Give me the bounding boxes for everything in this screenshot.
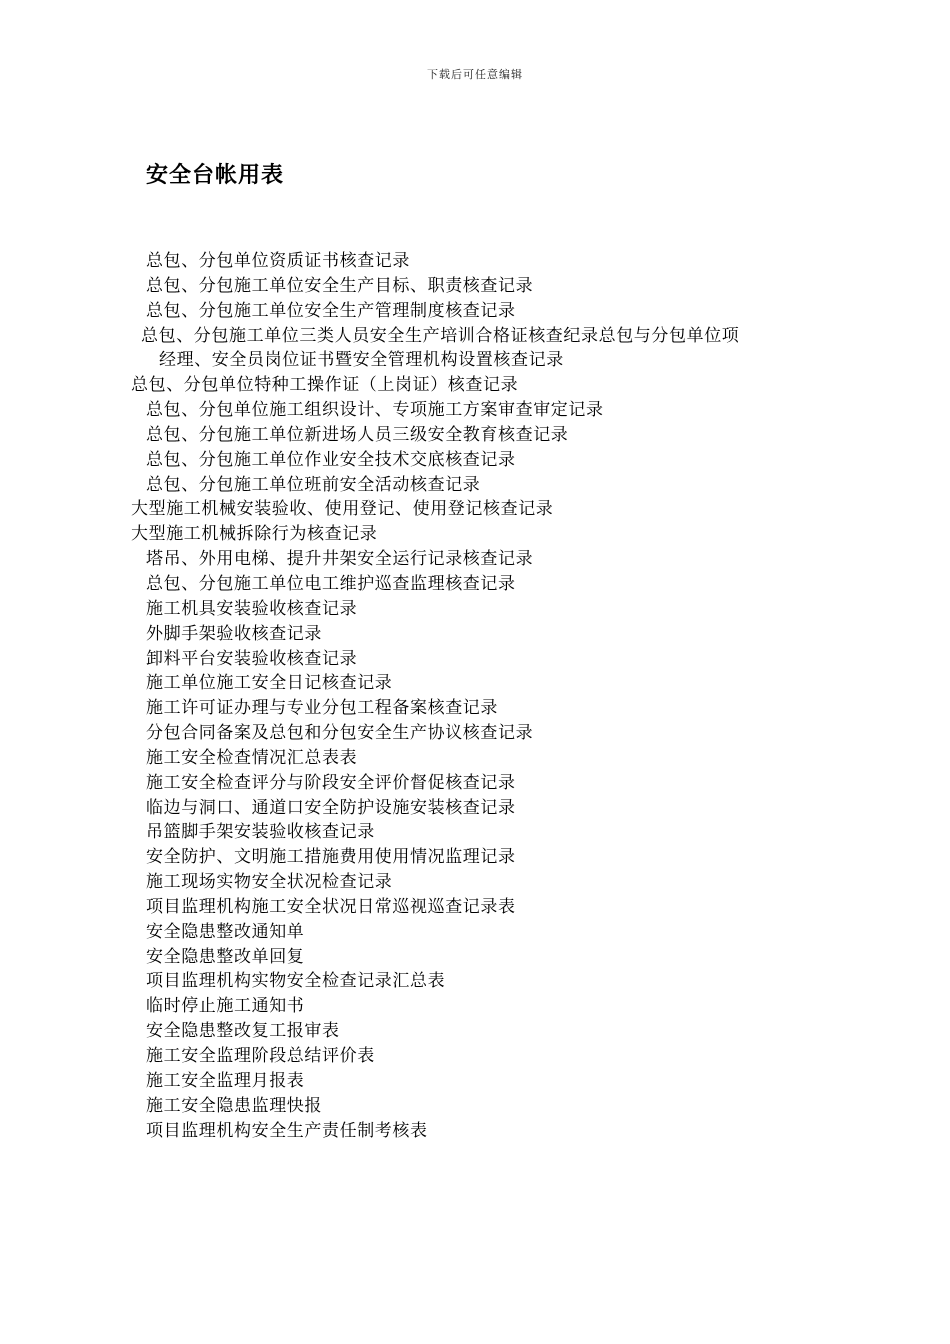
list-item: 经理、安全员岗位证书暨安全管理机构设置核查记录 — [159, 350, 564, 371]
list-item: 安全隐患整改复工报审表 — [146, 1021, 340, 1042]
list-item: 大型施工机械拆除行为核查记录 — [131, 524, 378, 545]
list-item: 施工安全监理阶段总结评价表 — [146, 1046, 375, 1066]
list-item: 施工安全隐患监理快报 — [146, 1095, 322, 1116]
list-item: 施工许可证办理与专业分包工程备案核查记录 — [146, 698, 498, 719]
record-list — [0, 249, 950, 1143]
list-item: 总包、分包单位资质证书核查记录 — [146, 251, 410, 271]
list-item: 施工安全检查情况汇总表表 — [146, 747, 358, 768]
list-item: 临边与洞口、通道口安全防护设施安装核查记录 — [146, 797, 516, 818]
document-title: 安全台帐用表 — [146, 163, 285, 188]
list-item: 塔吊、外用电梯、提升井架安全运行记录核查记录 — [146, 549, 534, 570]
list-item: 总包、分包施工单位安全生产目标、职责核查记录 — [146, 275, 534, 296]
list-item: 施工现场实物安全状况检查记录 — [146, 872, 393, 893]
list-item: 总包、分包施工单位安全生产管理制度核查记录 — [146, 300, 516, 321]
list-item: 总包、分包施工单位班前安全活动核查记录 — [146, 474, 481, 495]
list-item: 分包合同备案及总包和分包安全生产协议核查记录 — [146, 723, 534, 744]
list-item: 外脚手架验收核查记录 — [146, 623, 322, 644]
list-item: 安全隐患整改通知单 — [146, 921, 305, 942]
list-item: 施工单位施工安全日记核查记录 — [146, 673, 393, 694]
list-item: 施工安全监理月报表 — [146, 1070, 305, 1091]
list-item: 总包、分包施工单位作业安全技术交底核查记录 — [146, 449, 516, 470]
list-item: 大型施工机械安装验收、使用登记、使用登记核查记录 — [131, 499, 554, 520]
list-item: 临时停止施工通知书 — [146, 996, 305, 1017]
list-item: 总包、分包单位施工组织设计、专项施工方案审查审定记录 — [146, 400, 604, 421]
list-item: 施工机具安装验收核查记录 — [146, 598, 358, 619]
list-item: 安全隐患整改单回复 — [146, 946, 305, 967]
list-item: 吊篮脚手架安装验收核查记录 — [146, 822, 375, 843]
list-item: 项目监理机构安全生产责任制考核表 — [146, 1120, 428, 1141]
list-item: 总包、分包施工单位新进场人员三级安全教育核查记录 — [146, 424, 569, 445]
list-item: 施工安全检查评分与阶段安全评价督促核查记录 — [146, 772, 516, 793]
list-item: 总包、分包施工单位三类人员安全生产培训合格证核查纪录总包与分包单位项 — [141, 325, 740, 346]
list-item: 安全防护、文明施工措施费用使用情况监理记录 — [146, 847, 516, 868]
list-item: 总包、分包施工单位电工维护巡查监理核查记录 — [146, 573, 516, 594]
list-item: 项目监理机构施工安全状况日常巡视巡查记录表 — [146, 896, 516, 917]
page-header-note: 下载后可任意编辑 — [427, 68, 523, 81]
list-item: 总包、分包单位特种工操作证（上岗证）核查记录 — [131, 375, 519, 396]
list-item: 卸料平台安装验收核查记录 — [146, 648, 358, 669]
list-item: 项目监理机构实物安全检查记录汇总表 — [146, 971, 446, 992]
